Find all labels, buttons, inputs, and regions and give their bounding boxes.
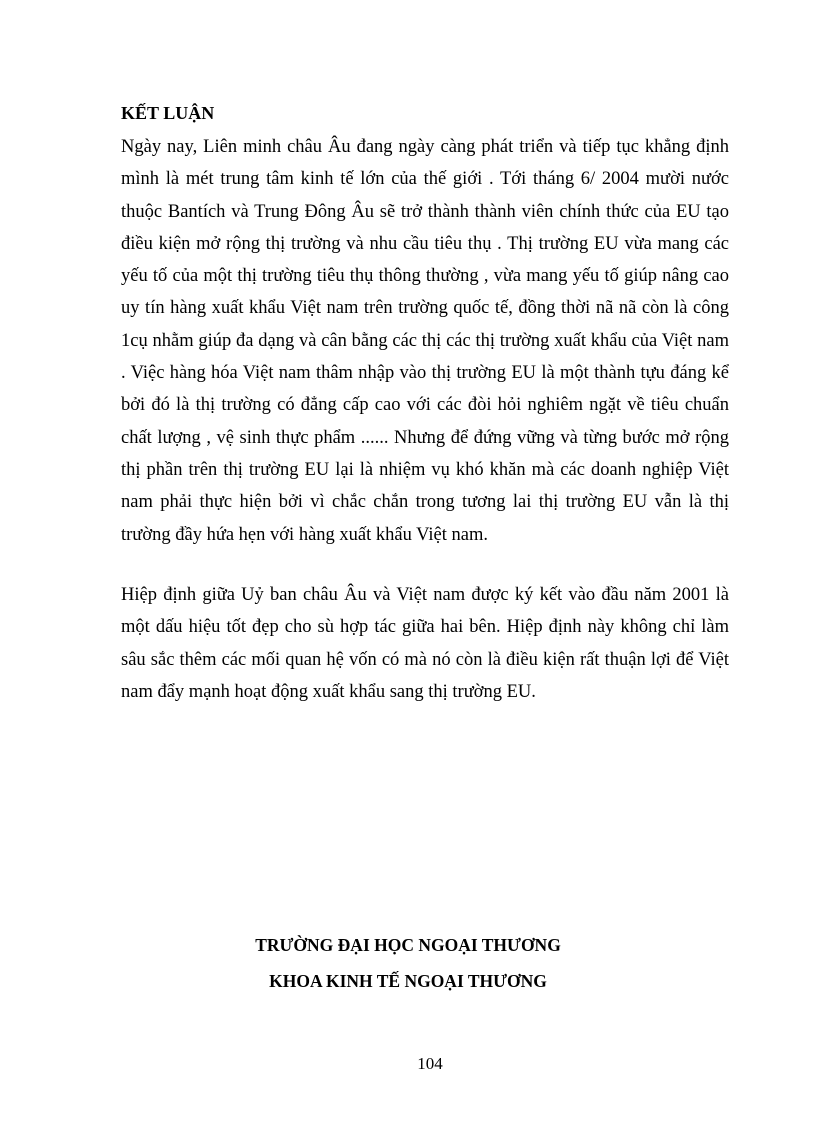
footer-faculty: KHOA KINH TẾ NGOẠI THƯƠNG	[269, 971, 547, 991]
paragraph-2: Hiệp định giữa Uỷ ban châu Âu và Việt nam được ký kết vào đầu năm 2001 là một dấu hiệu tốt đẹp cho sù hợp tác giữa hai bên. Hiệp định này không chỉ làm sâu sắc thêm các mối quan hệ vốn có mà nó còn là điều kiện rất thuận lợi để Việt nam đẩy mạnh hoạt động xuất khẩu sang thị trường EU.	[121, 585, 729, 702]
page-number: 104	[417, 1054, 443, 1073]
footer-university: TRƯỜNG ĐẠI HỌC NGOẠI THƯƠNG	[255, 935, 561, 955]
section-heading: KẾT LUẬN	[121, 103, 215, 123]
paragraph-1: Ngày nay, Liên minh châu Âu đang ngày càng phát triển và tiếp tục khẳng định mình là mét trung tâm kinh tế lớn của thế giới . Tới tháng 6/ 2004 mười nước thuộc Bantích và Trung Đông Âu sẽ trở thành thành viên chính thức của EU tạo điều kiện mở rộng thị trường và nhu cầu tiêu thụ . Thị trường EU vừa mang các yếu tố của một thị trường tiêu thụ thông thường , vừa mang yếu tố giúp nâng cao uy tín hàng xuất khẩu Việt nam trên trường quốc tế, đồng thời nã nã còn là công 1cụ nhằm giúp đa dạng và cân bằng các thị các thị trường xuất khẩu của Việt nam . Việc hàng hóa Việt nam thâm nhập vào thị trường EU là một thành tựu đáng kể bởi đó là thị trường có đẳng cấp cao với các đòi hỏi nghiêm ngặt về tiêu chuẩn chất lượng , vệ sinh thực phẩm ...... Nhưng để đứng vững và từng bước mở rộng thị phần trên thị trường EU lại là nhiệm vụ khó khăn mà các doanh nghiệp Việt nam phải thực hiện bởi vì chắc chắn trong tương lai thị trường EU vẫn là thị trường đầy hứa hẹn với hàng xuất khẩu Việt nam.	[121, 137, 729, 545]
